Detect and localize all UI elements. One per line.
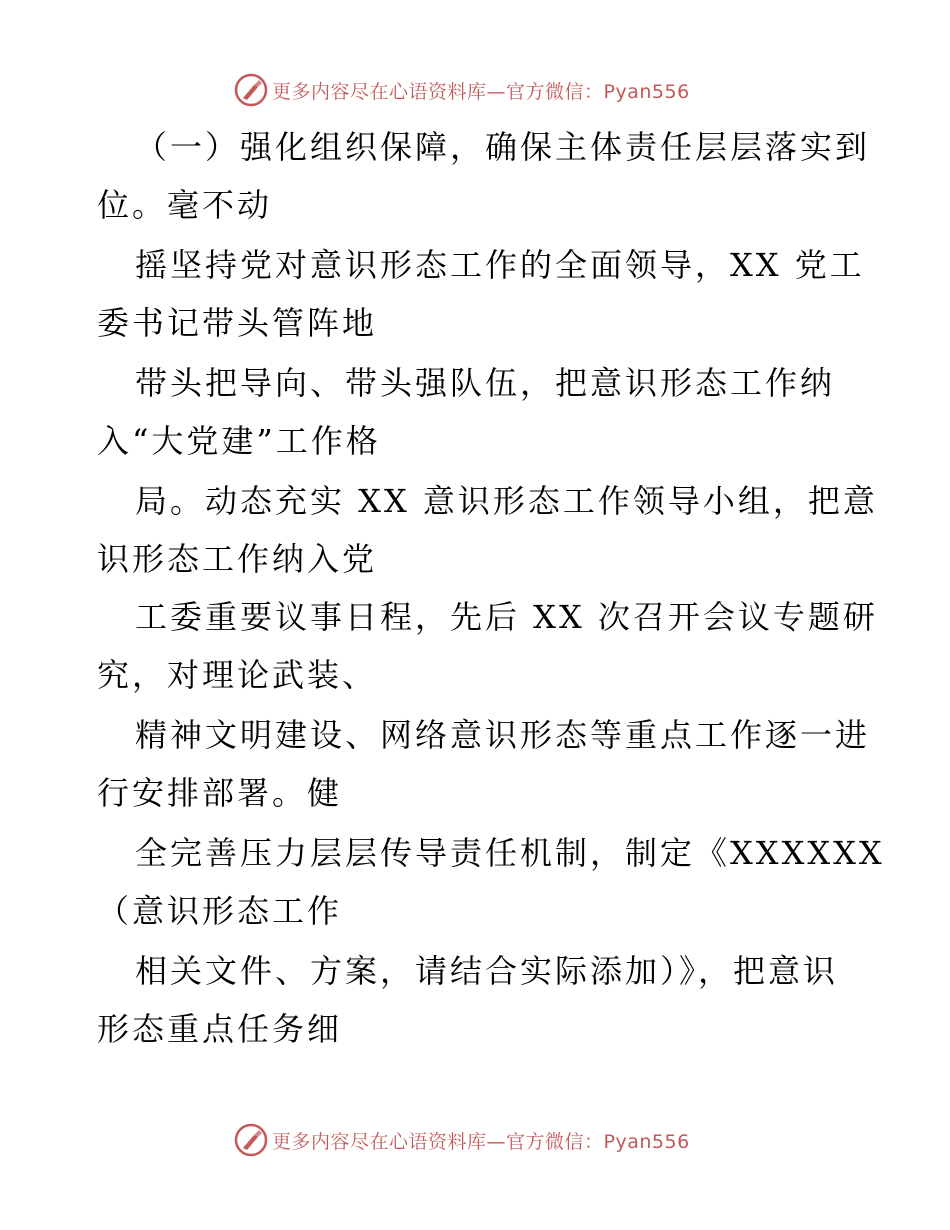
pen-nib-logo-icon xyxy=(234,1123,268,1157)
text-line: 摇坚持党对意识形态工作的全面领导，XX 党工 xyxy=(135,246,865,284)
text-line: 相关文件、方案，请结合实际添加）》，把意识 xyxy=(135,952,839,990)
watermark-text: 更多内容尽在心语资料库—官方微信：Pyan556 xyxy=(272,1130,690,1153)
text-line: 识形态工作纳入党 xyxy=(97,540,378,578)
text-line: 全完善压力层层传导责任机制，制定《XXXXXX xyxy=(135,834,885,872)
text-line: 究，对理论武装、 xyxy=(97,656,378,694)
text-line: 工委重要议事日程，先后 XX 次召开会议专题研 xyxy=(135,598,878,636)
text-line: 位。毫不动 xyxy=(97,186,273,224)
footer-watermark xyxy=(234,1121,690,1159)
text-line: 局。动态充实 XX 意识形态工作领导小组，把意 xyxy=(135,482,878,520)
pen-nib-logo-icon xyxy=(234,73,268,107)
text-line: （意识形态工作 xyxy=(97,892,343,930)
text-line: 精神文明建设、网络意识形态等重点工作逐一进 xyxy=(135,716,871,754)
text-line: 行安排部署。健 xyxy=(97,774,343,812)
text-line: （一）强化组织保障，确保主体责任层层落实到 xyxy=(135,128,871,166)
header-watermark xyxy=(234,71,690,109)
watermark-text: 更多内容尽在心语资料库—官方微信：Pyan556 xyxy=(272,80,690,103)
text-line: 委书记带头管阵地 xyxy=(97,304,378,342)
text-line: 入“大党建”工作格 xyxy=(97,422,381,460)
text-line: 带头把导向、带头强队伍，把意识形态工作纳 xyxy=(135,364,836,402)
text-line: 形态重点任务细 xyxy=(97,1010,343,1048)
